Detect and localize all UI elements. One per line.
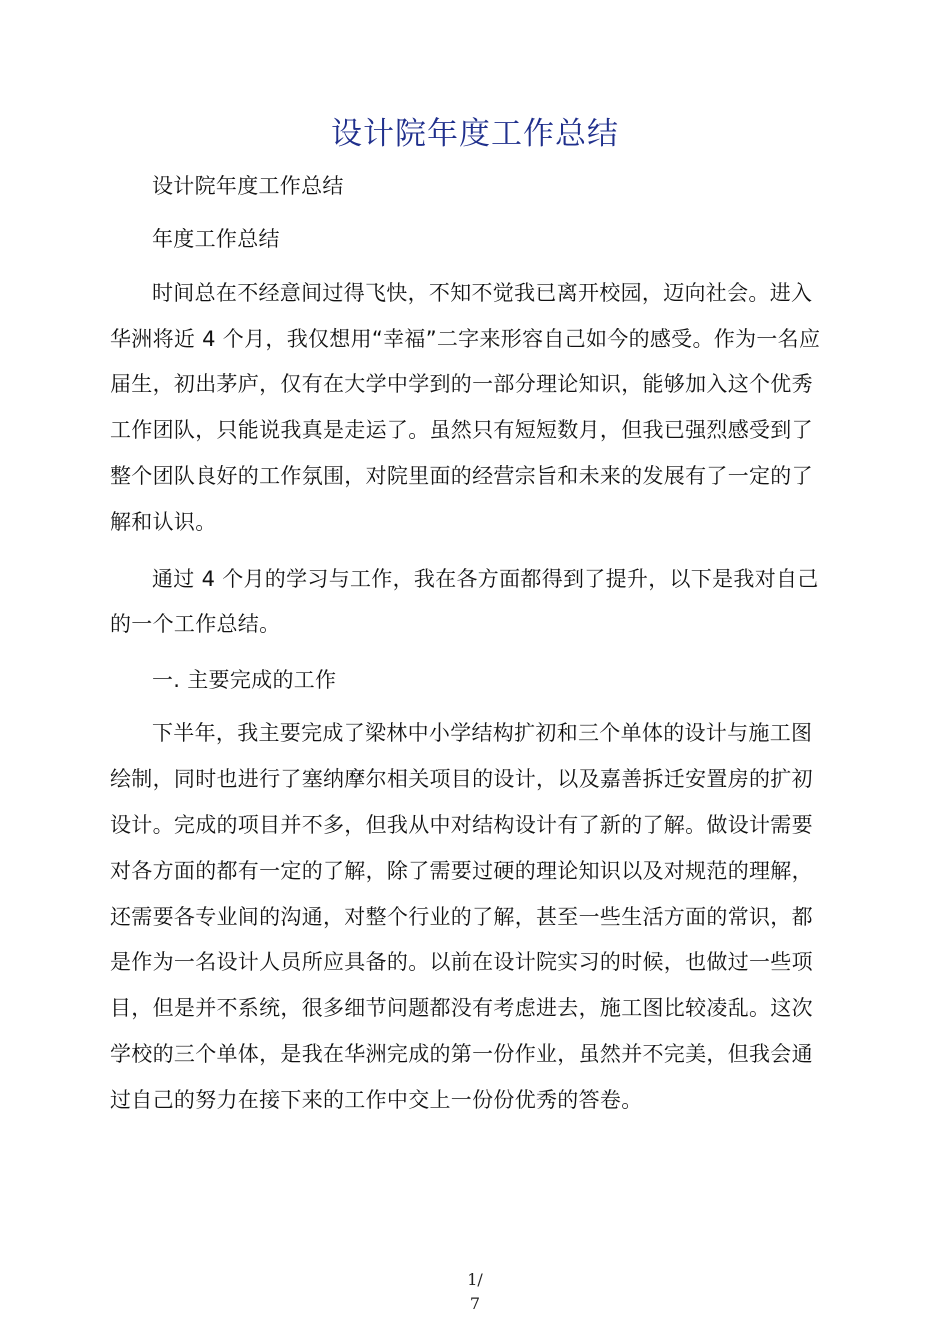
paragraph-line: 对各方面的都有一定的了解，除了需要过硬的理论知识以及对规范的理解，	[110, 859, 813, 883]
paragraph-line: 时间总在不经意间过得飞快，不知不觉我已离开校园，迈向社会。进入	[152, 281, 813, 305]
paragraph-line: 学校的三个单体，是我在华洲完成的第一份作业，虽然并不完美，但我会通	[110, 1042, 813, 1066]
page-number-top: 1/	[467, 1270, 483, 1289]
paragraph-line: 过自己的努力在接下来的工作中交上一份份优秀的答卷。	[110, 1088, 643, 1112]
paragraph-line: 设计。完成的项目并不多，但我从中对结构设计有了新的了解。做设计需要	[110, 813, 813, 837]
paragraph-line: 还需要各专业间的沟通，对整个行业的了解，甚至一些生活方面的常识，都	[110, 905, 813, 929]
paragraph-line: 绘制，同时也进行了塞纳摩尔相关项目的设计，以及嘉善拆迁安置房的扩初	[110, 767, 813, 791]
subtitle: 设计院年度工作总结	[152, 174, 344, 198]
paragraph-line: 下半年，我主要完成了梁林中小学结构扩初和三个单体的设计与施工图	[152, 721, 813, 745]
paragraph-line: 届生，初出茅庐，仅有在大学中学到的一部分理论知识，能够加入这个优秀	[110, 372, 813, 396]
section-1-heading: 一. 主要完成的工作	[152, 668, 337, 692]
section-heading: 年度工作总结	[152, 227, 280, 251]
paragraph-line: 华洲将近 4 个月，我仅想用“幸福”二字来形容自己如今的感受。作为一名应	[110, 327, 821, 351]
paragraph-line: 目，但是并不系统，很多细节问题都没有考虑进去，施工图比较凌乱。这次	[110, 996, 813, 1020]
page-number-bottom: 7	[469, 1294, 481, 1313]
paragraph-line: 工作团队，只能说我真是走运了。虽然只有短短数月，但我已强烈感受到了	[110, 418, 813, 442]
paragraph-line: 的一个工作总结。	[110, 612, 281, 636]
paragraph-line: 是作为一名设计人员所应具备的。以前在设计院实习的时候，也做过一些项	[110, 950, 813, 974]
paragraph-line: 通过 4 个月的学习与工作，我在各方面都得到了提升，以下是我对自己	[152, 567, 819, 591]
paragraph-line: 解和认识。	[110, 510, 217, 534]
paragraph-line: 整个团队良好的工作氛围，对院里面的经营宗旨和未来的发展有了一定的了	[110, 464, 813, 488]
document-title: 设计院年度工作总结	[331, 116, 619, 152]
